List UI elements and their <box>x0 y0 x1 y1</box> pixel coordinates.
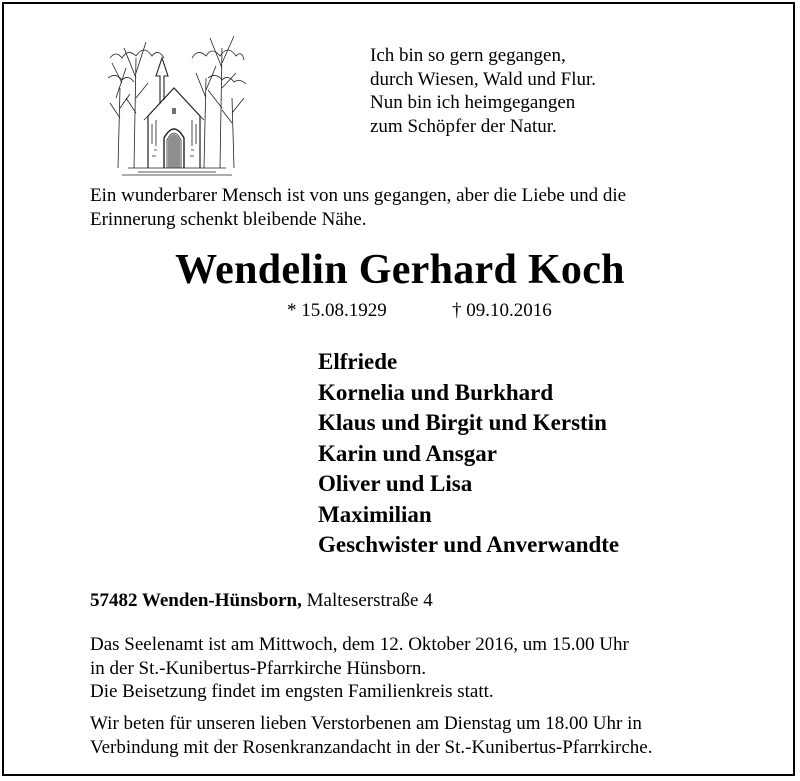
address-place: 57482 Wenden-Hünsborn, <box>90 590 302 611</box>
mourner-entry: Elfriede <box>318 349 398 374</box>
mourner-entry: Oliver und Lisa <box>318 471 473 496</box>
poem-line: Ich bin so gern gegangen, <box>370 45 566 66</box>
mourners-list <box>318 347 619 561</box>
prayer-line: Wir beten für unseren lieben Verstorbenen am Dienstag um 18.00 Uhr in <box>90 713 642 734</box>
family-address <box>90 590 433 612</box>
prayer-info <box>90 712 652 759</box>
death-date: † 09.10.2016 <box>452 300 552 321</box>
mourner-entry: Karin und Ansgar <box>318 440 497 466</box>
poem-line: zum Schöpfer der Natur. <box>370 115 557 137</box>
mourner-entry: Maximilian <box>318 501 432 527</box>
intro-line: Erinnerung schenkt bleibende Nähe. <box>90 209 367 230</box>
funeral-service-info <box>90 633 629 704</box>
poem-line: Nun bin ich heimgegangen <box>370 92 576 113</box>
birth-date: * 15.08.1929 <box>287 300 387 321</box>
mourner-entry: Klaus und Birgit und Kerstin <box>318 410 607 435</box>
poem-line: durch Wiesen, Wald und Flur. <box>370 68 597 90</box>
mourner-entry: Geschwister und Anverwandte <box>318 532 620 557</box>
service-line: in der St.-Kunibertus-Pfarrkirche Hünsborn. <box>90 657 427 679</box>
chapel-in-forest-icon <box>108 28 246 178</box>
service-line: Die Beisetzung findet im engsten Familienkreis statt. <box>90 681 494 702</box>
address-street: Malteserstraße 4 <box>306 590 433 611</box>
intro-text <box>90 184 730 232</box>
memorial-poem <box>370 44 596 138</box>
prayer-line: Verbindung mit der Rosenkranzandacht in der St.-Kunibertus-Pfarrkirche. <box>90 736 653 758</box>
intro-line: Ein wunderbarer Mensch ist von uns gegangen, aber die Liebe und die <box>90 185 627 206</box>
deceased-name: Wendelin Gerhard Koch <box>175 247 625 293</box>
service-line: Das Seelenamt ist am Mittwoch, dem 12. Oktober 2016, um 15.00 Uhr <box>90 634 629 655</box>
mourner-entry: Kornelia und Burkhard <box>318 379 554 405</box>
